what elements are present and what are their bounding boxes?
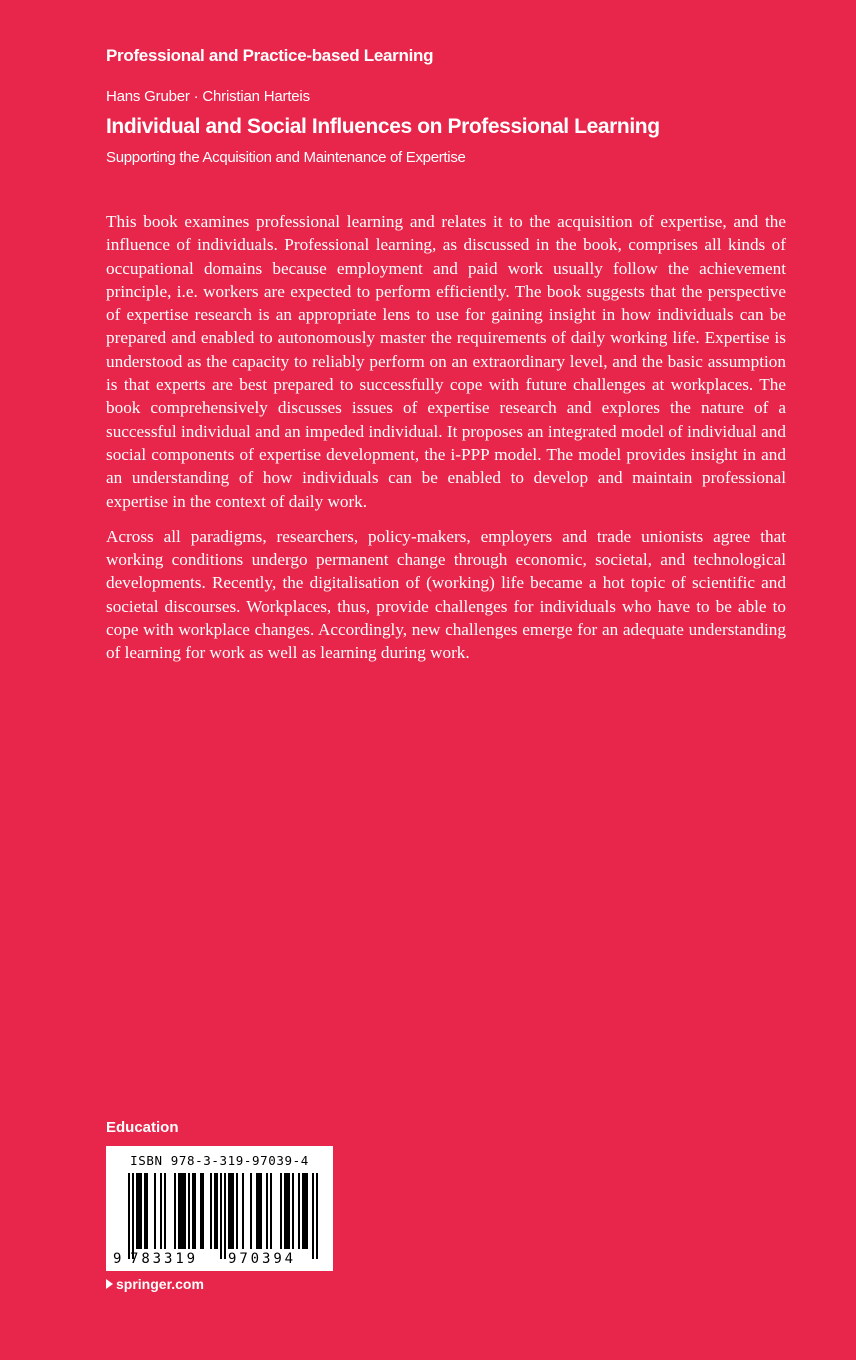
ean-left-digits: 783319 xyxy=(130,1251,198,1267)
barcode-bar xyxy=(144,1173,146,1249)
barcode-bar xyxy=(164,1173,166,1249)
barcode-bar xyxy=(200,1173,202,1249)
barcode-bar xyxy=(286,1173,288,1249)
barcode-bar xyxy=(224,1173,226,1259)
blurb-paragraph-2: Across all paradigms, researchers, policy-makers, employers and trade unionists agree that working conditions undergo permanent change through economic, societal, and technological developments. Recently, the digitalisation of (working) life became a hot topic of scientific and societal discourses. Workplaces, thus, provide challenges for individuals who have to be able to cope with workplace changes. Accordingly, new challenges emerge for an adequate understanding of learning for work as well as learning during work. xyxy=(106,526,786,663)
isbn-number: ISBN 978-3-319-97039-4 xyxy=(130,1153,309,1168)
book-title: Individual and Social Influences on Professional Learning xyxy=(106,115,660,138)
isbn-barcode xyxy=(106,1146,333,1271)
barcode-bar xyxy=(316,1173,318,1259)
ean-right-digits: 970394 xyxy=(228,1251,296,1267)
triangle-arrow-icon xyxy=(106,1279,113,1289)
barcode-bar xyxy=(228,1173,230,1249)
barcode-bar xyxy=(138,1173,140,1249)
website-label: springer.com xyxy=(116,1276,204,1292)
barcode-bar xyxy=(302,1173,304,1249)
barcode-bar xyxy=(256,1173,258,1249)
barcode-bar xyxy=(192,1173,194,1249)
website-link[interactable] xyxy=(106,1276,204,1292)
barcode-bar xyxy=(180,1173,182,1249)
blurb xyxy=(106,210,786,665)
barcode-bar xyxy=(140,1173,142,1249)
barcode-bar xyxy=(154,1173,156,1249)
barcode-bar xyxy=(160,1173,162,1249)
blurb-paragraph-1: This book examines professional learning and relates it to the acquisition of expertise, and the influence of individuals. Professional learning, as discussed in the book, comprises all kinds of occupational domains because employment and paid work usually follow the achievement principle, i.e. workers are expected to perform efficiently. The book suggests that the perspective of expertise research is an appropriate lens to use for gaining insight in how individuals can be prepared and enabled to autonomously master the requirements of daily working life. Expertise is understood as the capacity to reliably perform on an extraordinary level, and the basic assumption is that experts are best prepared to successfully cope with future challenges at workplaces. The book comprehensively discusses issues of expertise research and explores the nature of a successful individual and an impeded individual. It proposes an integrated model of individual and social components of expertise development, the i-PPP model. The model provides insight in and an understanding of how individuals can be enabled to develop and maintain professional expertise in the context of daily work. xyxy=(106,212,786,511)
barcode-bar xyxy=(242,1173,244,1249)
barcode-bar xyxy=(270,1173,272,1249)
barcode-bar xyxy=(184,1173,186,1249)
barcode-bar xyxy=(232,1173,234,1249)
barcode-bar xyxy=(266,1173,268,1249)
book-subtitle: Supporting the Acquisition and Maintenance of Expertise xyxy=(106,149,466,166)
barcode-bar xyxy=(210,1173,212,1249)
barcode-bar xyxy=(220,1173,222,1259)
authors: Hans Gruber · Christian Harteis xyxy=(106,88,310,105)
ean-first-digit: 9 xyxy=(113,1251,122,1267)
barcode-bar xyxy=(194,1173,196,1249)
barcode-bar xyxy=(298,1173,300,1249)
barcode-bar xyxy=(188,1173,190,1249)
barcode-bar xyxy=(258,1173,260,1249)
barcode-bar xyxy=(292,1173,294,1249)
barcode-bar xyxy=(136,1173,138,1249)
barcode-bar xyxy=(306,1173,308,1249)
barcode-bar xyxy=(230,1173,232,1249)
barcode-bar xyxy=(202,1173,204,1249)
series-name: Professional and Practice-based Learning xyxy=(106,46,434,65)
subject-category: Education xyxy=(106,1119,179,1136)
barcode-bar xyxy=(312,1173,314,1259)
barcode-bar xyxy=(236,1173,238,1249)
barcode-bar xyxy=(304,1173,306,1249)
barcode-bar xyxy=(288,1173,290,1249)
barcode-bar xyxy=(146,1173,148,1249)
barcode-bar xyxy=(178,1173,180,1249)
barcode-bar xyxy=(174,1173,176,1249)
barcode-bar xyxy=(132,1173,134,1259)
barcode-bar xyxy=(284,1173,286,1249)
barcode-bar xyxy=(216,1173,218,1249)
barcode-bar xyxy=(260,1173,262,1249)
barcode-bar xyxy=(250,1173,252,1249)
barcode-bar xyxy=(280,1173,282,1249)
barcode-bar xyxy=(182,1173,184,1249)
barcode-bar xyxy=(214,1173,216,1249)
barcode-bar xyxy=(128,1173,130,1259)
